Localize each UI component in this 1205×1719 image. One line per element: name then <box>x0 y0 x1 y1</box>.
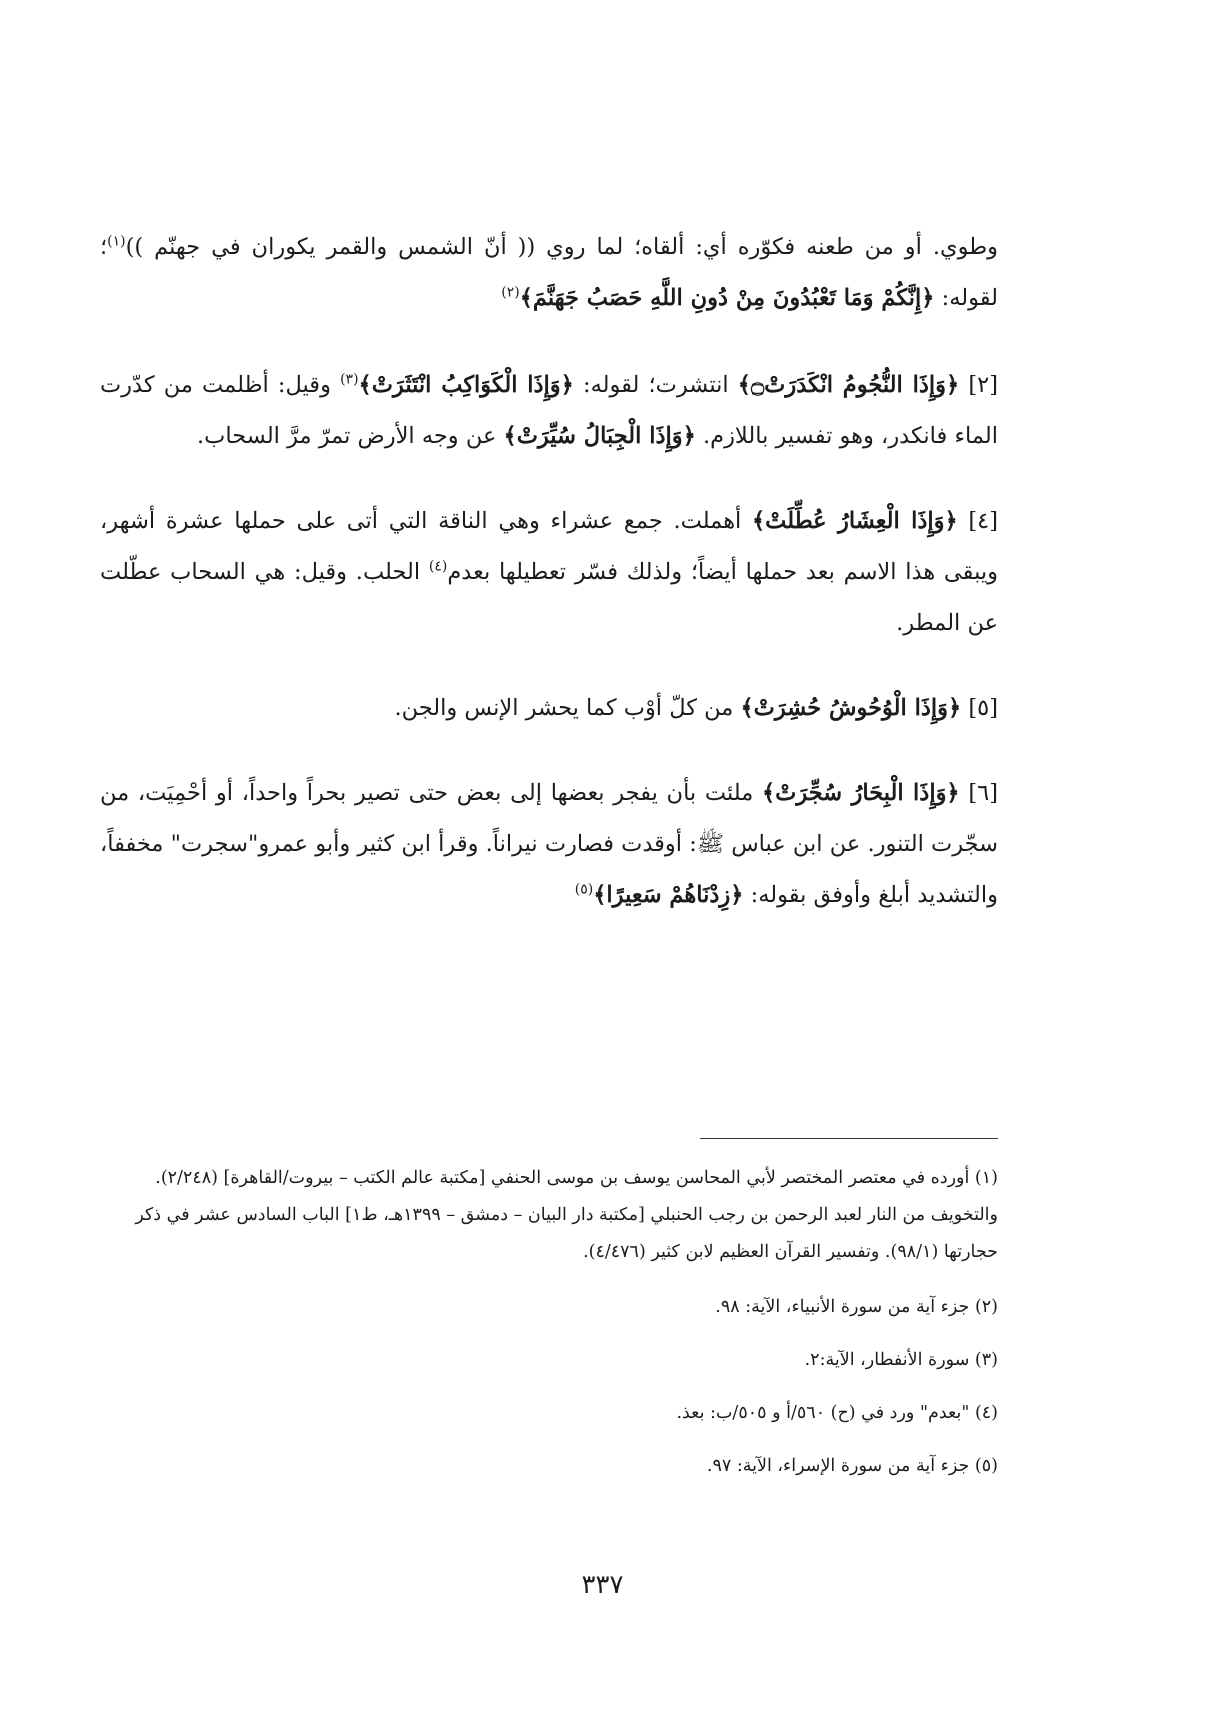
quran-verse: ﴿وَإِذَا الْبِحَارُ سُجِّرَتْ﴾ <box>761 780 960 806</box>
paragraph-5 <box>100 768 998 921</box>
footnote-4: (٤) "بعدم" ورد في (ح) ٥٦٠/أ و ٥٠٥/ب: بعذ. <box>676 1403 998 1423</box>
quran-verse: ﴿إِنَّكُمْ وَمَا تَعْبُدُونَ مِنْ دُونِ اللَّهِ حَصَبُ جَهَنَّمَ﴾ <box>519 285 935 311</box>
quran-verse: ﴿وَإِذَا النُّجُومُ انْكَدَرَتْ۝﴾ <box>737 372 960 398</box>
paragraph-4 <box>100 683 998 734</box>
quran-verse: ﴿وَإِذَا الْكَوَاكِبُ انْتَثَرَتْ﴾ <box>358 372 574 398</box>
paragraph-text: انتشرت؛ لقوله: <box>573 372 738 398</box>
paragraph-text: أهملت. جمع عشراء وهي الناقة التي أتى على حملها عشرة أشهر، ويبقى هذا الاسم بعد حملها أيضاً؛ ولذلك فسّر تعطيلها بعدم <box>100 508 998 585</box>
footnote-ref: (٢) <box>501 284 520 301</box>
page-number: ٣٣٧ <box>581 1570 624 1600</box>
footnote-ref: (٥) <box>574 881 594 898</box>
paragraph-text: ؛ لقوله: <box>100 234 998 311</box>
paragraph-3 <box>100 496 998 649</box>
quran-verse: ﴿وَإِذَا الْعِشَارُ عُطِّلَتْ﴾ <box>752 508 958 534</box>
quran-verse: ﴿وَإِذَا الْجِبَالُ سُيِّرَتْ﴾ <box>503 423 696 449</box>
paragraph-text: ملئت بأن يفجر بعضها إلى بعض حتى تصير بحراً واحداً، أو أحْمِيَت، من سجّرت التنور. عن ابن عباس ﷺ: أوقدت فصارت نيراناً. وقرأ ابن كثير وأبو عمرو"سجرت" مخففاً، والتشديد أبلغ وأوفق بقوله: <box>100 780 998 908</box>
paragraph-1 <box>100 222 998 324</box>
footnote-1: (١) أورده في معتصر المختصر لأبي المحاسن يوسف بن موسى الحنفي [مكتبة عالم الكتب – بيروت/القاهرة] (٢/٢٤٨). والتخويف من النار لعبد الرحمن بن رجب الحنبلي [مكتبة دار البيان – دمشق – ١٣٩٩هـ، ط١] الباب السادس عشر في ذكر حجارتها (٩٨/١). وتفسير القرآن العظيم لابن كثير (٤/٤٧٦). <box>135 1168 998 1262</box>
paragraph-2 <box>100 360 998 462</box>
verse-number: [٦] <box>968 780 998 806</box>
paragraph-text: وطوي. أو من طعنه فكوّره أي: ألقاه؛ لما روي (( أنّ الشمس والقمر يكوران في جهنّم )) <box>125 234 998 260</box>
footnote-ref: (١) <box>107 233 126 250</box>
verse-number: [٤] <box>968 508 999 534</box>
paragraph-text: من كلّ أوْب كما يحشر الإنس والجن. <box>394 695 741 721</box>
paragraph-text: عن وجه الأرض تمرّ مرَّ السحاب. <box>197 423 504 449</box>
footnote-separator <box>700 1138 998 1139</box>
main-text <box>100 222 998 955</box>
footnote-2: (٢) جزء آية من سورة الأنبياء، الآية: ٩٨. <box>715 1297 998 1317</box>
verse-number: [٥] <box>968 695 998 721</box>
paragraph-text: الحلب. وقيل: هي السحاب عطّلت عن المطر. <box>100 559 998 636</box>
footnote-ref: (٤) <box>428 558 448 575</box>
footnote-3: (٣) سورة الأنفطار، الآية:٢. <box>804 1350 998 1370</box>
quran-verse: ﴿زِدْنَاهُمْ سَعِيرًا﴾ <box>593 882 744 908</box>
paragraph-text: وقيل: أظلمت من كدّرت الماء فانكدر، وهو تفسير باللازم. <box>100 372 998 449</box>
verse-number: [٢] <box>968 372 998 398</box>
quran-verse: ﴿وَإِذَا الْوُحُوشُ حُشِرَتْ﴾ <box>740 695 962 721</box>
footnotes <box>110 1160 998 1501</box>
footnote-ref: (٣) <box>340 371 359 388</box>
footnote-5: (٥) جزء آية من سورة الإسراء، الآية: ٩٧. <box>706 1456 998 1476</box>
